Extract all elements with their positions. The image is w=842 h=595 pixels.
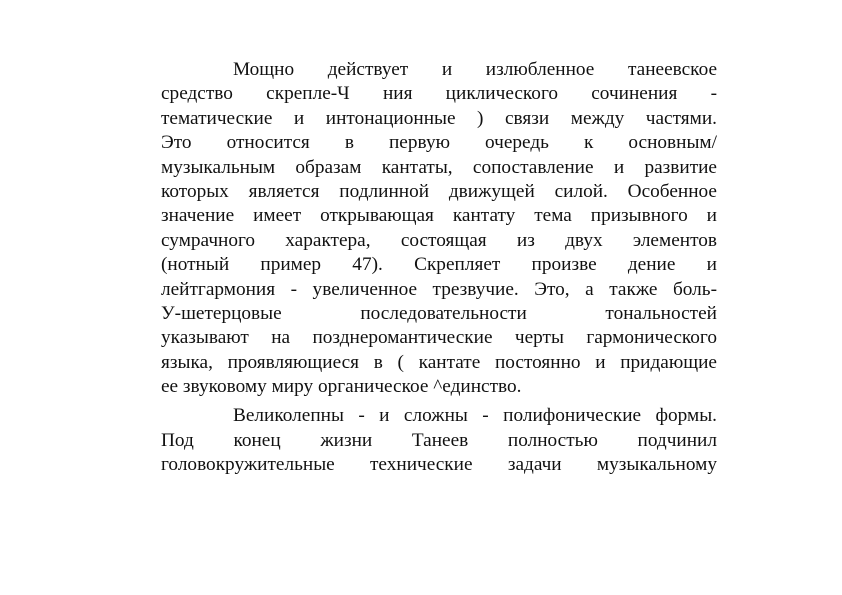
text-line: музыкальным образам кантаты, сопоставление и развитие	[161, 156, 717, 178]
text-line: У-шетерцовые последовательности тональностей	[161, 302, 717, 324]
document-body	[161, 58, 717, 478]
paragraph-1	[161, 58, 717, 399]
text-line: ее звуковому миру органическое ^единство.	[161, 376, 522, 398]
text-line: тематические и интонационные ) связи между частями.	[161, 107, 717, 129]
text-line: указывают на позднеромантические черты гармонического	[161, 327, 717, 349]
text-line: которых является подлинной движущей силой. Особенное	[161, 180, 717, 202]
text-line: значение имеет открывающая кантату тема призывного и	[161, 205, 717, 227]
text-line: лейтгармония - увеличенное трезвучие. Это, а также боль-	[161, 278, 717, 300]
text-line: языка, проявляющиеся в ( кантате постоянно и придающие	[161, 351, 717, 373]
text-line: Это относится в первую очередь к основным/	[161, 132, 717, 154]
text-line: головокружительные технические задачи музыкальному	[161, 454, 717, 476]
text-line: средство скрепле-Ч ния циклического сочинения -	[161, 83, 717, 105]
text-line: Под конец жизни Танеев полностью подчинил	[161, 429, 717, 451]
paragraph-2	[161, 404, 717, 477]
text-line: Мощно действует и излюбленное танеевское	[233, 59, 717, 80]
text-line: (нотный пример 47). Скрепляет произве дение и	[161, 254, 717, 276]
text-line: Великолепны - и сложны - полифонические формы.	[233, 405, 717, 427]
text-line: сумрачного характера, состоящая из двух элементов	[161, 229, 717, 251]
